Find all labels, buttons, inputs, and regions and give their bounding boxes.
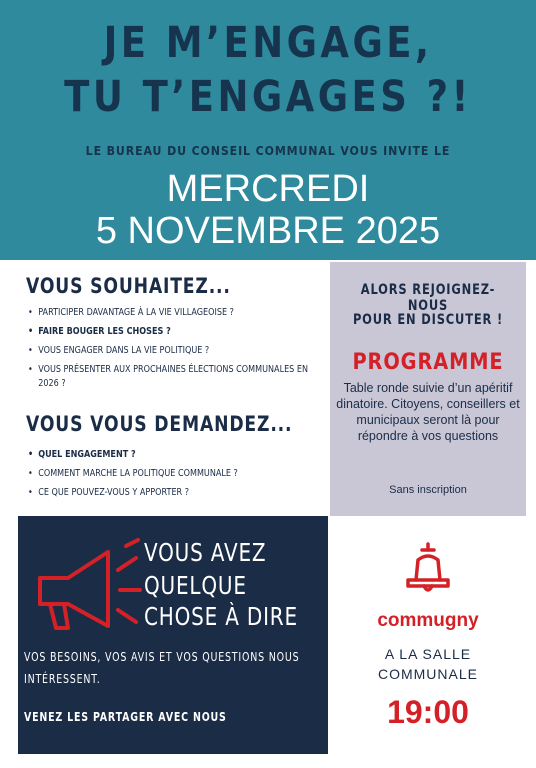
registration-note: Sans inscription — [389, 484, 467, 496]
wish-heading: VOUS SOUHAITEZ... — [26, 274, 231, 298]
list-item: • QUEL ENGAGEMENT ? — [28, 448, 327, 462]
share-text: VENEZ LES PARTAGER AVEC NOUS — [24, 710, 227, 724]
bell-icon — [402, 542, 454, 598]
say-line-3: CHOSE À DIRE — [144, 602, 298, 631]
list-item: • FAIRE BOUGER LES CHOSES ? — [28, 325, 327, 339]
megaphone-icon — [26, 538, 144, 638]
say-panel — [18, 516, 328, 754]
title-line-1: JE M’ENGAGE, — [103, 18, 433, 68]
event-date: 5 NOVEMBRE 2025 — [95, 210, 441, 252]
program-panel — [330, 262, 526, 516]
list-item: • PARTICIPER DAVANTAGE À LA VIE VILLAGEOISE ? — [28, 306, 327, 320]
event-day: MERCREDI — [166, 168, 370, 210]
say-line-2: QUELQUE — [144, 571, 247, 600]
venue-line-2: COMMUNALE — [377, 666, 478, 682]
venue-line-1: A LA SALLE — [384, 646, 472, 662]
venue-panel — [330, 516, 526, 754]
wish-list — [28, 306, 328, 396]
ask-heading: VOUS VOUS DEMANDEZ... — [26, 412, 293, 436]
join-line-1: ALORS REJOIGNEZ-NOUS — [360, 282, 496, 314]
ask-list — [28, 448, 328, 505]
invite-text: LE BUREAU DU CONSEIL COMMUNAL VOUS INVITE LE — [85, 143, 451, 158]
list-item: • VOUS ENGAGER DANS LA VIE POLITIQUE ? — [28, 344, 327, 358]
list-item: • COMMENT MARCHE LA POLITIQUE COMMUNALE ? — [28, 467, 327, 481]
event-time: 19:00 — [387, 694, 469, 730]
join-line-2: POUR EN DISCUTER ! — [352, 312, 504, 328]
say-line-1: VOUS AVEZ — [144, 538, 267, 567]
list-item: • CE QUE POUVEZ-VOUS Y APPORTER ? — [28, 486, 327, 500]
program-text: Table ronde suivie d’un apéritif dinatoire. Citoyens, conseillers et municipaux seront là pour répondre à vos questions — [336, 381, 520, 443]
program-title: PROGRAMME — [352, 350, 504, 375]
list-item: • VOUS PRÉSENTER AUX PROCHAINES ÉLECTIONS COMMUNALES EN 2026 ? — [28, 363, 327, 391]
questions-panel — [18, 262, 328, 512]
header-banner — [0, 0, 536, 260]
brand-logo-text: commugny — [377, 610, 479, 631]
title-line-2: TU T’ENGAGES ?! — [64, 72, 472, 122]
needs-text: VOS BESOINS, VOS AVIS ET VOS QUESTIONS NOUS INTÉRESSENT. — [24, 650, 300, 686]
